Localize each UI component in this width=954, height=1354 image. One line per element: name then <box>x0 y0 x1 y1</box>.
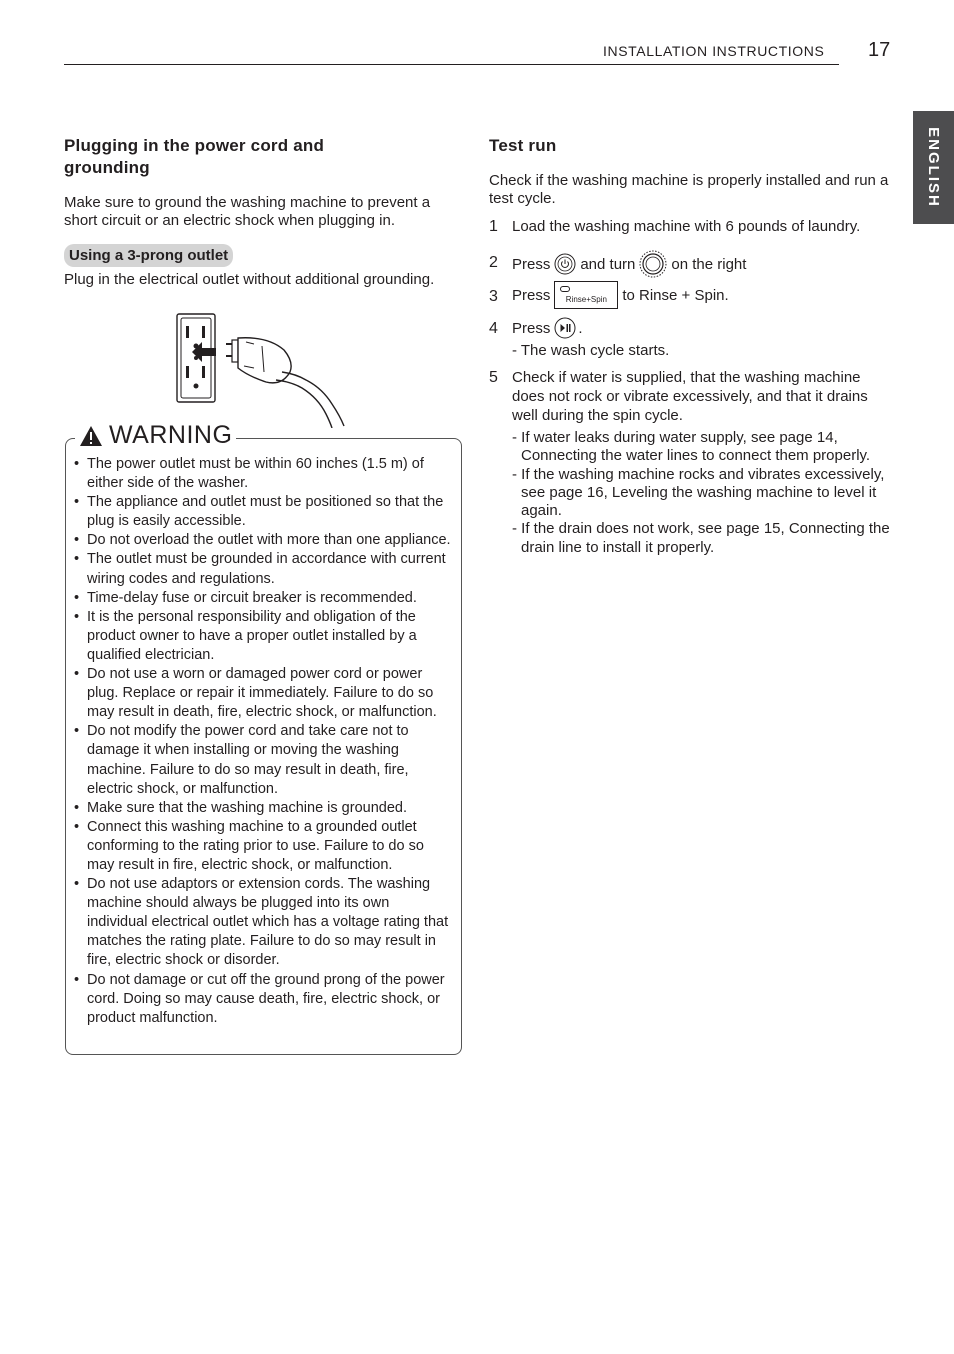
warning-item: • The appliance and outlet must be positioned so that the plug is easily accessible. <box>72 493 452 531</box>
warning-triangle-icon <box>79 425 103 447</box>
outlet-plug-icon <box>172 310 357 428</box>
cycle-knob-icon <box>639 250 667 278</box>
step-number: 3 <box>489 288 498 305</box>
note-item: - If water leaks during water supply, see page 14, Connecting the water lines to connect them properly. <box>512 429 871 465</box>
warning-list <box>72 455 452 1028</box>
note-item: - If the drain does not work, see page 15, Connecting the drain line to install it properly. <box>512 520 890 556</box>
troubleshooting-notes <box>512 429 897 557</box>
power-button-icon <box>554 253 576 275</box>
section-intro: Make sure to ground the washing machine to prevent a short circuit or an electric shock when plugging in. <box>64 194 431 229</box>
header-title: INSTALLATION INSTRUCTIONS <box>603 43 825 59</box>
warning-item: • The outlet must be grounded in accordance with current wiring codes and regulations. <box>72 550 452 588</box>
step-text-press: Press <box>512 286 551 304</box>
step-text-rinse: to Rinse + Spin. <box>622 286 729 304</box>
note-item: - If the washing machine rocks and vibrates excessively, see page 16, Leveling the washing machine to level it again. <box>512 465 885 520</box>
warning-item: • Connect this washing machine to a grounded outlet conforming to the rating prior to use. Failure to do so may result in fire, electric shock, or malfunction. <box>72 818 452 875</box>
warning-item: • Make sure that the washing machine is grounded. <box>72 799 452 818</box>
step-text: Load the washing machine with 6 pounds of laundry. <box>512 218 861 235</box>
test-run-intro: Check if the washing machine is properly installed and run a test cycle. <box>489 172 889 207</box>
step-text-press: Press <box>512 319 551 337</box>
page-number: 17 <box>868 39 891 61</box>
step-5 <box>489 368 889 425</box>
start-pause-icon <box>554 317 576 339</box>
warning-title: WARNING <box>109 421 233 449</box>
language-tab <box>913 111 954 224</box>
warning-item: • Do not modify the power cord and take care not to damage it when installing or moving the washing machine. Failure to do so may result in death, fire, electric shock, or malfunction. <box>72 722 452 798</box>
warning-item: • Do not use adaptors or extension cords. The washing machine should always be plugged into its own individual electrical outlet which has a voltage rating that matches the rating plate. Failure to do so may result in fire, electric shock or disorder. <box>72 875 452 970</box>
warning-item: • Do not overload the outlet with more than one appliance. <box>72 531 452 550</box>
rinse-spin-label: Rinse+Spin <box>565 294 607 304</box>
warning-item: • It is the personal responsibility and obligation of the product owner to have a proper outlet installed by a qualified electrician. <box>72 608 452 665</box>
step-text-period: . <box>578 319 583 337</box>
step-number: 1 <box>489 218 498 235</box>
warning-item: • The power outlet must be within 60 inches (1.5 m) of either side of the washer. <box>72 455 452 493</box>
header-divider <box>64 64 839 65</box>
step-text-right: on the right <box>671 255 747 273</box>
language-tab-label: ENGLISH <box>925 127 942 208</box>
warning-item: • Do not damage or cut off the ground prong of the power cord. Doing so may cause death, fire, electric shock, or product malfunction. <box>72 971 452 1028</box>
warning-item: • Time-delay fuse or circuit breaker is recommended. <box>72 589 452 608</box>
warning-item: • Do not use a worn or damaged power cord or power plug. Replace or repair it immediately. Failure to do so may result in death, fire, electric shock, or malfunction. <box>72 665 452 722</box>
section-heading-power-cord: Plugging in the power cord and grounding <box>64 136 325 177</box>
rinse-spin-button-icon <box>554 281 618 309</box>
plug-instruction: Plug in the electrical outlet without additional grounding. <box>64 271 435 288</box>
step-number: 2 <box>489 254 498 271</box>
step-text: Check if water is supplied, that the washing machine does not rock or vibrate excessively, and that it drains well during the spin cycle. <box>512 369 868 424</box>
subheading-3-prong: Using a 3-prong outlet <box>64 244 233 267</box>
step-note: - The wash cycle starts. <box>512 342 670 359</box>
step-text-turn: and turn <box>580 255 636 273</box>
section-heading-test-run: Test run <box>489 136 557 155</box>
warning-header <box>75 421 236 450</box>
step-text-press: Press <box>512 255 551 273</box>
step-number: 5 <box>489 369 498 386</box>
step-number: 4 <box>489 320 498 337</box>
